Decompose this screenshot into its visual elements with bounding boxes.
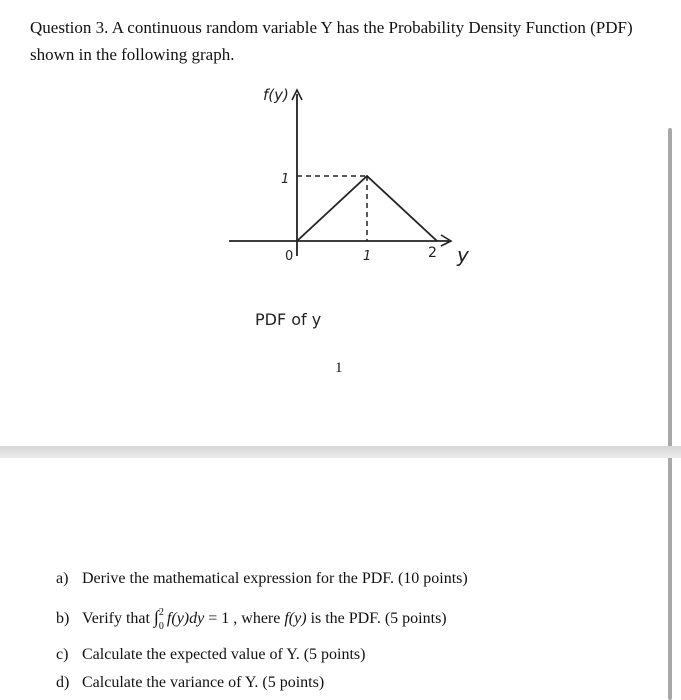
x-tick-2-label: 2 [428,245,437,261]
pdf-graph [225,80,485,340]
item-marker-a: a) [56,570,69,587]
y-tick-label: 1 [281,172,290,187]
item-b-tail: is the PDF. (5 points) [306,610,447,627]
item-text-d: Calculate the variance of Y. (5 points) [82,674,325,691]
list-item [56,604,468,630]
y-axis-label: f(y) [263,86,289,104]
integral-upper: 2 [158,607,164,618]
x-tick-1-label: 1 [363,249,372,264]
origin-label: 0 [285,249,294,264]
page-number: 1 [335,360,343,376]
graph-caption: PDF of y [255,310,322,329]
list-item [56,642,468,668]
integral-sign: ∫ [153,607,159,627]
scrollbar[interactable] [668,128,672,700]
item-text-c: Calculate the expected value of Y. (5 points) [82,646,366,663]
integral-limits [158,604,167,632]
integral-lower: 0 [158,621,164,632]
list-item [56,566,468,592]
list-item [56,670,468,696]
item-text-a: Derive the mathematical expression for the PDF. (10 points) [82,570,468,587]
item-b-fy: f(y) [284,610,307,627]
question-text: Question 3. A continuous random variable Y has the Probability Density Function (PDF) shown in the following graph. [30,18,633,64]
question-items [56,566,468,696]
item-marker-b: b) [56,610,70,627]
integrand: f(y)dy [166,610,205,627]
item-marker-c: c) [56,646,69,663]
integral-equals: = 1 [204,610,230,627]
item-b-post: , where [229,610,285,627]
item-marker-d: d) [56,674,70,691]
page-separator [0,446,681,458]
item-b-pre: Verify that [82,610,154,627]
x-axis-label: y [457,243,469,267]
